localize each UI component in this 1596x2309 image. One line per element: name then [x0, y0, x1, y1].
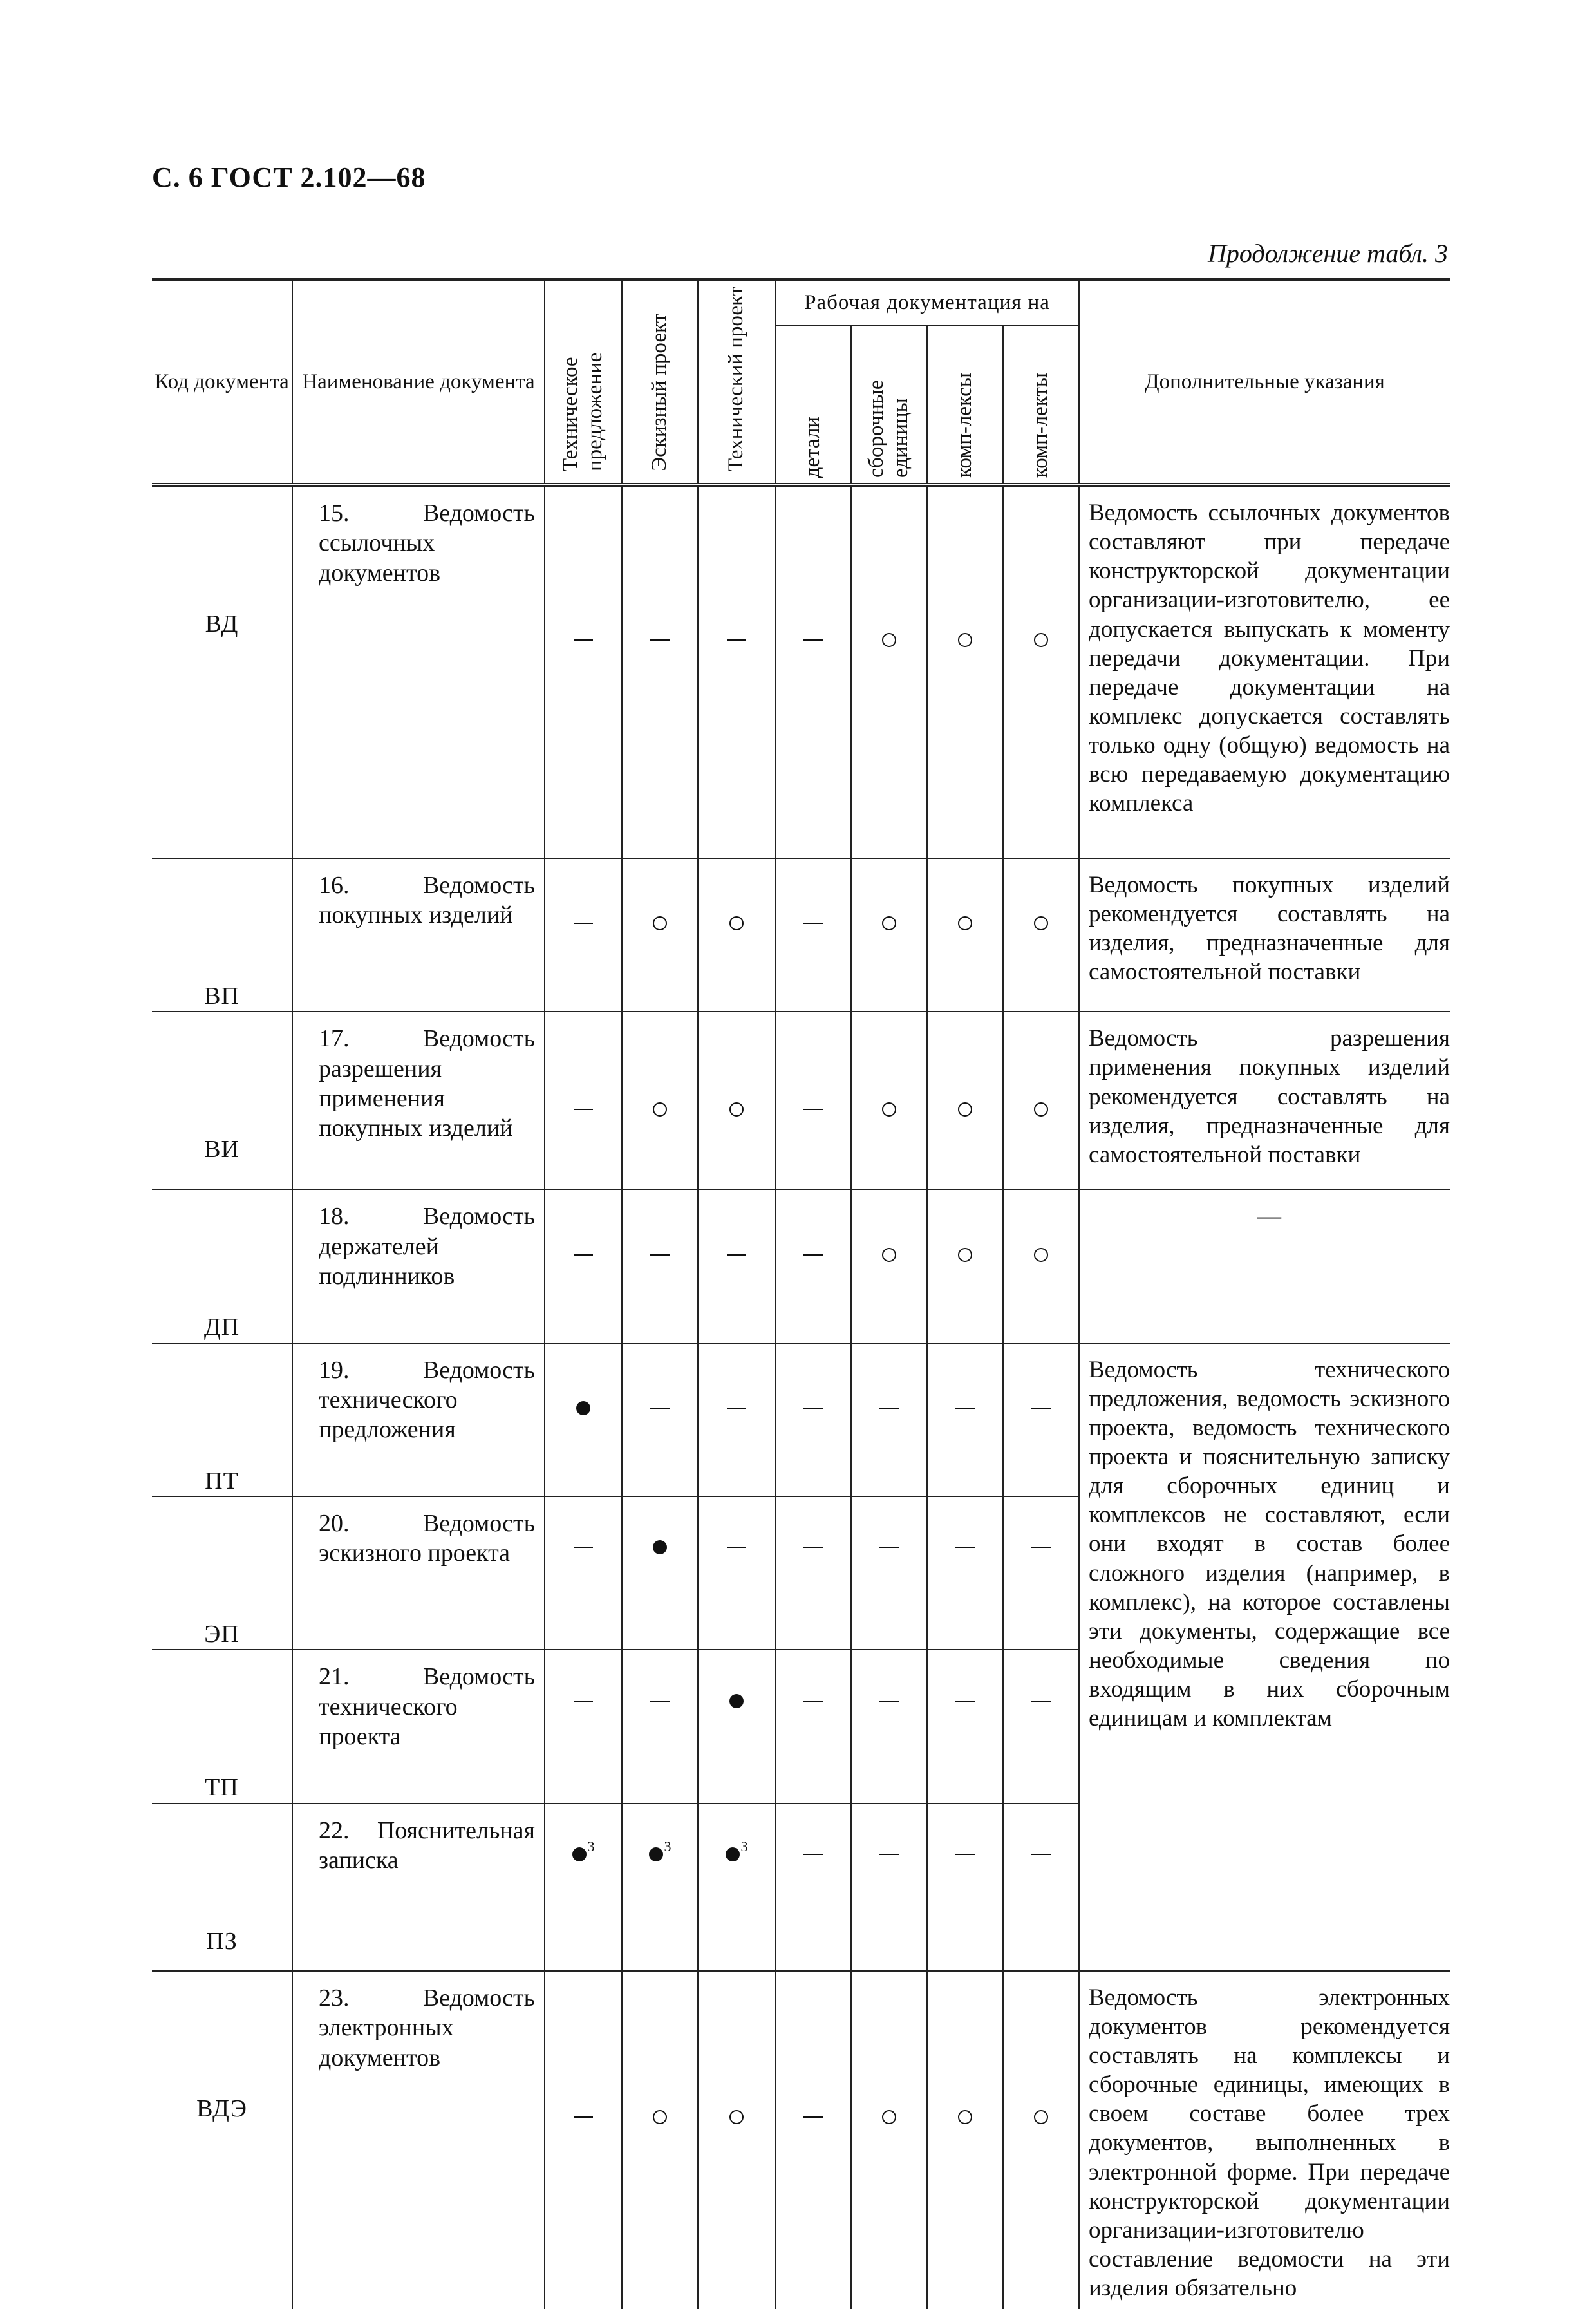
dash-mark: [879, 1701, 899, 1702]
cell-mark: [851, 1804, 927, 1971]
cell-code: ДП: [152, 1189, 292, 1343]
cell-mark: [927, 1012, 1003, 1189]
cell-name: 17. Ведомость разрешения применения покупных изделий: [292, 1012, 545, 1189]
cell-mark: [622, 1343, 698, 1496]
cell-name: 19. Ведомость технического предложения: [292, 1343, 545, 1496]
dash-mark: [955, 1408, 975, 1409]
table-row: [152, 1971, 1450, 2309]
header-complexes: комп-лексы: [927, 325, 1003, 485]
recommended-circle-icon: [729, 916, 744, 930]
cell-note: Ведомость электронных документов рекомендуется составлять на комплексы и сборочные единицы, имеющих в своем составе более трех документов, выполненных в электронной форме. При передаче конструкторской документации организации-изготовителю составление ведомости на эти изделия обязательно: [1079, 1971, 1450, 2309]
recommended-circle-icon: [1034, 1102, 1048, 1117]
recommended-circle-icon: [958, 1248, 972, 1262]
cell-mark: [545, 1012, 622, 1189]
dash-mark: [650, 1254, 670, 1256]
cell-mark: [622, 1971, 698, 2309]
cell-mark: [1003, 1650, 1079, 1803]
dash-mark: [803, 1408, 823, 1409]
cell-code: ВИ: [152, 1012, 292, 1189]
cell-mark: [775, 1650, 851, 1803]
recommended-circle-icon: [958, 1102, 972, 1117]
recommended-circle-icon: [653, 916, 667, 930]
cell-name: 16. Ведомость покупных изделий: [292, 858, 545, 1012]
footnote-ref: 3: [587, 1838, 595, 1854]
dash-mark: [574, 1254, 593, 1256]
dash-mark: [1031, 1701, 1051, 1702]
cell-mark: [698, 1496, 775, 1650]
dash-mark: [803, 2116, 823, 2118]
header-assembly: сборочные единицы: [851, 325, 927, 485]
cell-mark: [545, 1496, 622, 1650]
cell-mark: [545, 858, 622, 1012]
recommended-circle-icon: [1034, 916, 1048, 930]
cell-mark: [927, 1343, 1003, 1496]
cell-mark: [927, 858, 1003, 1012]
dash-mark: [803, 1254, 823, 1256]
page-header: С. 6 ГОСТ 2.102—68: [152, 162, 426, 193]
cell-name: 22. Пояснительная записка: [292, 1804, 545, 1971]
recommended-circle-icon: [729, 2110, 744, 2124]
cell-name: 20. Ведомость эскизного проекта: [292, 1496, 545, 1650]
dash-mark: [650, 639, 670, 641]
cell-mark: [622, 1650, 698, 1803]
cell-mark: [851, 1971, 927, 2309]
cell-mark: [698, 1804, 775, 1971]
cell-name: 18. Ведомость держателей подлинников: [292, 1189, 545, 1343]
cell-mark: [775, 1496, 851, 1650]
cell-mark: [622, 858, 698, 1012]
cell-mark: [1003, 1343, 1079, 1496]
cell-mark: [622, 1189, 698, 1343]
cell-mark: [851, 1012, 927, 1189]
recommended-circle-icon: [882, 1102, 896, 1117]
cell-mark: [851, 858, 927, 1012]
table-row: [152, 858, 1450, 1012]
footnote-ref: 3: [664, 1838, 671, 1854]
dash-mark: [803, 639, 823, 641]
dash-mark: [727, 1408, 746, 1409]
dash-mark: [803, 1854, 823, 1855]
dash-mark: [1031, 1408, 1051, 1409]
cell-mark: [851, 1343, 927, 1496]
cell-code: ВДЭ: [152, 1971, 292, 2309]
dash-mark: [803, 1701, 823, 1702]
cell-mark: [545, 485, 622, 858]
dash-mark: [727, 639, 746, 641]
cell-mark: [698, 1012, 775, 1189]
cell-mark: [775, 1343, 851, 1496]
cell-mark: [851, 485, 927, 858]
dash-mark: [574, 2116, 593, 2118]
cell-mark: [775, 485, 851, 858]
cell-mark: [698, 858, 775, 1012]
dash-mark: [803, 923, 823, 924]
header-name: Наименование документа: [292, 279, 545, 485]
cell-name: 23. Ведомость электронных документов: [292, 1971, 545, 2309]
header-tech-project: Технический проект: [698, 279, 775, 485]
cell-mark: [851, 1650, 927, 1803]
cell-note-shared: Ведомость технического предложения, ведомость эскизного проекта, ведомость технического проекта и пояснительную записку для сборочных единиц и комплексов не составляют, если они входят в состав более сложного изделия (например, в комплекс), на которое составлены эти документы, содержащие все необходимые сведения по входящим в них сборочным единицам и комплектам: [1079, 1343, 1450, 1971]
cell-mark: [927, 1650, 1003, 1803]
cell-mark: [698, 485, 775, 858]
dash-mark: [1031, 1854, 1051, 1855]
mandatory-dot-icon: [726, 1847, 740, 1861]
dash-mark: [574, 923, 593, 924]
recommended-circle-icon: [882, 633, 896, 647]
table-row: [152, 485, 1450, 858]
cell-note: Ведомость разрешения применения покупных изделий рекомендуется составлять на изделия, предназначенные для самостоятельной поставки: [1079, 1012, 1450, 1189]
dash-mark: [955, 1701, 975, 1702]
cell-mark: [545, 1971, 622, 2309]
dash-mark: [879, 1408, 899, 1409]
header-parts: детали: [775, 325, 851, 485]
recommended-circle-icon: [958, 633, 972, 647]
recommended-circle-icon: [653, 1102, 667, 1117]
cell-code: ТП: [152, 1650, 292, 1803]
cell-mark: [851, 1189, 927, 1343]
cell-code: ПЗ: [152, 1804, 292, 1971]
table-row: [152, 1189, 1450, 1343]
table-row: [152, 1012, 1450, 1189]
cell-mark: [1003, 1804, 1079, 1971]
recommended-circle-icon: [1034, 1248, 1048, 1262]
dash-mark: [879, 1854, 899, 1855]
mandatory-dot-icon: [572, 1847, 587, 1861]
header-working-docs: Рабочая документация на: [775, 279, 1079, 325]
cell-mark: [698, 1650, 775, 1803]
mandatory-dot-icon: [576, 1401, 590, 1415]
cell-mark: [1003, 858, 1079, 1012]
header-kits: комп-лекты: [1003, 325, 1079, 485]
cell-mark: [851, 1496, 927, 1650]
cell-name: 21. Ведомость технического проекта: [292, 1650, 545, 1803]
cell-mark: [698, 1189, 775, 1343]
cell-mark: [545, 1343, 622, 1496]
cell-mark: [1003, 1189, 1079, 1343]
cell-mark: [927, 1496, 1003, 1650]
dash-mark: [955, 1547, 975, 1548]
cell-mark: [775, 1804, 851, 1971]
cell-code: ПТ: [152, 1343, 292, 1496]
cell-mark: [1003, 485, 1079, 858]
dash-mark: [650, 1701, 670, 1702]
table-continuation-label: Продолжение табл. 3: [1207, 239, 1448, 268]
dash-mark: [574, 1109, 593, 1110]
recommended-circle-icon: [653, 2110, 667, 2124]
recommended-circle-icon: [1034, 633, 1048, 647]
recommended-circle-icon: [882, 2110, 896, 2124]
cell-note: —: [1079, 1189, 1450, 1343]
cell-mark: [698, 1971, 775, 2309]
cell-mark: [622, 1496, 698, 1650]
dash-mark: [574, 1547, 593, 1548]
cell-mark: [1003, 1496, 1079, 1650]
dash-mark: [803, 1547, 823, 1548]
cell-code: ЭП: [152, 1496, 292, 1650]
cell-mark: [927, 1971, 1003, 2309]
cell-mark: [775, 858, 851, 1012]
dash-mark: [727, 1254, 746, 1256]
dash-mark: [879, 1547, 899, 1548]
cell-mark: [927, 1189, 1003, 1343]
recommended-circle-icon: [958, 916, 972, 930]
dash-mark: [803, 1109, 823, 1110]
cell-mark: [622, 1012, 698, 1189]
header-tech-proposal: Техническое предложение: [545, 279, 622, 485]
header-draft: Эскизный проект: [622, 279, 698, 485]
cell-mark: [622, 1804, 698, 1971]
cell-mark: [927, 485, 1003, 858]
cell-name: 15. Ведомость ссылочных документов: [292, 485, 545, 858]
cell-mark: [622, 485, 698, 858]
mandatory-dot-icon: [649, 1847, 663, 1861]
cell-mark: [775, 1012, 851, 1189]
documents-table: [152, 278, 1450, 2309]
table-row: [152, 1343, 1450, 1496]
cell-mark: [1003, 1012, 1079, 1189]
cell-code: ВД: [152, 485, 292, 858]
cell-mark: [545, 1650, 622, 1803]
dash-mark: [727, 1547, 746, 1548]
dash-mark: [574, 1701, 593, 1702]
recommended-circle-icon: [958, 2110, 972, 2124]
header-notes: Дополнительные указания: [1079, 279, 1450, 485]
cell-mark: [927, 1804, 1003, 1971]
cell-mark: [1003, 1971, 1079, 2309]
cell-mark: [545, 1189, 622, 1343]
recommended-circle-icon: [882, 916, 896, 930]
footnote-ref: 3: [740, 1838, 748, 1854]
mandatory-dot-icon: [729, 1694, 744, 1708]
cell-mark: [775, 1189, 851, 1343]
recommended-circle-icon: [1034, 2110, 1048, 2124]
dash-mark: [1031, 1547, 1051, 1548]
header-code: Код документа: [152, 279, 292, 485]
recommended-circle-icon: [729, 1102, 744, 1117]
cell-mark: [698, 1343, 775, 1496]
recommended-circle-icon: [882, 1248, 896, 1262]
cell-note: Ведомость покупных изделий рекомендуется составлять на изделия, предназначенные для самостоятельной поставки: [1079, 858, 1450, 1012]
dash-mark: [650, 1408, 670, 1409]
cell-note: Ведомость ссылочных документов составляют при передаче конструкторской документации организации-изготовителю, ее допускается выпускать к моменту передачи документации. При передаче документации на комплекс допускается составлять только одну (общую) ведомость на всю передаваемую документацию комплекса: [1079, 485, 1450, 858]
cell-mark: [545, 1804, 622, 1971]
dash-mark: [574, 639, 593, 641]
mandatory-dot-icon: [653, 1540, 667, 1554]
cell-code: ВП: [152, 858, 292, 1012]
cell-mark: [775, 1971, 851, 2309]
dash-mark: [955, 1854, 975, 1855]
